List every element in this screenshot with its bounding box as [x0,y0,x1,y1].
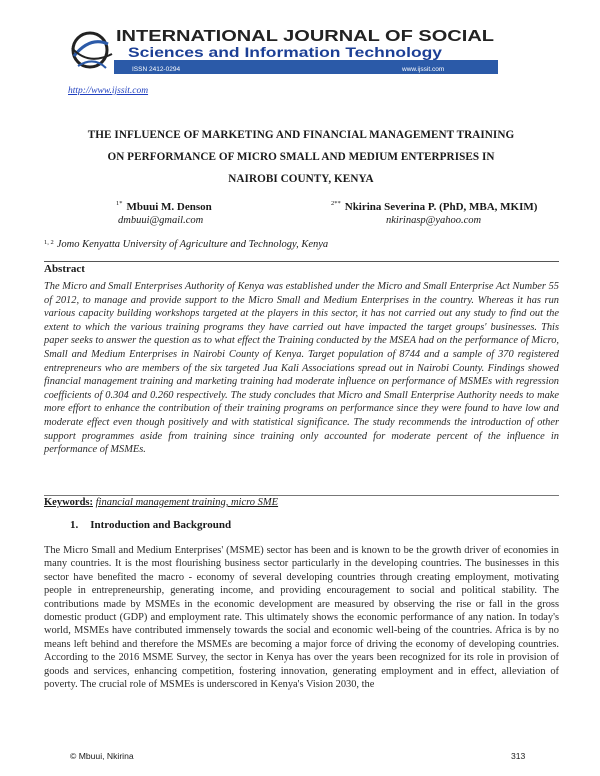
intro-body: The Micro Small and Medium Enterprises' (MSME) sector has been and is known to be the growth driver of economies in many countries. It is the most flourishing business sector particularly in the developing countries. The businesses in this sector have benefited the macro - economy of several developing countries through creating employment, motivating people in entrepreneurship, generating income, and providing encouragement to social and political stability. The contributions made by MSMEs in the economic development are measured by observing the rise or fall in the gross domestic product (GDP) and employment rate. This ultimately shows the economic performance of any nation. In today's world, MSMEs have contributed immensely towards the social and economic well-being of the countries. Africa is by no means left behind and therefore the MSMEs are becoming a major force of driving the economy of developing countries. According to the 2016 MSME Survey, the sector in Kenya has over the years been recognized for its role in provision of goods and services, enhancing competition, fostering innovation, generating employment and in effect, alleviation of poverty. The crucial role of MSMEs is underscored in Kenya's Vision 2030, the [44,545,559,691]
footer-copyright: © Mbuui, Nkirina [70,751,134,761]
abstract-body: The Micro and Small Enterprises Authority of Kenya was established under the Micro and Small Enterprise Act Number 55 of 2012, to manage and provide support to the Micro Small and Medium Enterprises in the country. Whereas it has run various capacity building workshops targeted at the players in this sector, it has not carried out any study to find out the extent to which the various training programs they have carried out have impacted the target groups' businesses. This paper seeks to answer the question as to what effect the Training conducted by the MSEA had on the performance of Micro, Small and Medium Enterprises in Nairobi County of Kenya. Target population of 8744 and a sample of 370 registered entrepreneurs who are members of the six targeted Jua Kali Associations spread out in Nairobi County. Findings showed financial management training and marketing training had moderate influence on performance of MSMEs with regression coefficients of 0.304 and 0.260 respectively. The study concludes that Micro and Small Enterprise Authority needs to make more effort to enhance the contribution of their training programs on performance since they were found to have low and moderate effect even though positively and with statistical significance. The study recommends the introduction of other support programmes aside from training since training only accounted for moderate percent of the influence in performance of MSMEs. [44,281,559,456]
paper-title [60,124,542,190]
keywords-value: financial management training, micro SME [95,497,279,508]
affiliation [44,239,328,250]
author-name: Mbuui M. Denson [126,201,212,213]
author-2 [331,201,537,213]
divider [44,495,559,496]
section-number: 1. [70,519,79,531]
affiliation-text: Jomo Kenyatta University of Agriculture and Technology, Kenya [56,239,329,250]
author-marker: 1* [116,200,123,207]
keywords-label: Keywords [44,497,90,508]
author-1-email: dmbuui@gmail.com [118,215,204,226]
title-line: ON PERFORMANCE OF MICRO SMALL AND MEDIUM ENTERPRISES IN [107,151,495,163]
keywords: Keywords: financial management training, micro SME [44,497,279,508]
author-2-email: nkirinasp@yahoo.com [386,215,482,226]
abstract-heading: Abstract [44,263,85,275]
affiliation-marker: 1, 2 [44,239,54,246]
journal-link[interactable]: http://www.ijssit.com [68,86,149,96]
journal-issn: ISSN 2412-0294 [132,66,181,73]
section-title: Introduction and Background [90,519,232,531]
journal-banner [68,26,500,82]
journal-site: www.ijssit.com [402,66,445,73]
author-marker: 2** [331,200,341,207]
page-number: 313 [511,751,526,761]
author-name: Nkirina Severina P. (PhD, MBA, MKIM) [344,201,538,213]
title-line: THE INFLUENCE OF MARKETING AND FINANCIAL MANAGEMENT TRAINING [87,129,515,141]
journal-name-line1: INTERNATIONAL JOURNAL OF SOCIAL [116,28,495,45]
divider [44,261,559,262]
title-line: NAIROBI COUNTY, KENYA [228,173,374,185]
globe-icon [72,33,112,68]
journal-name-line2: Sciences and Information Technology [128,45,443,60]
author-1 [116,201,212,213]
section-heading [70,519,231,531]
journal-logo [68,26,500,82]
